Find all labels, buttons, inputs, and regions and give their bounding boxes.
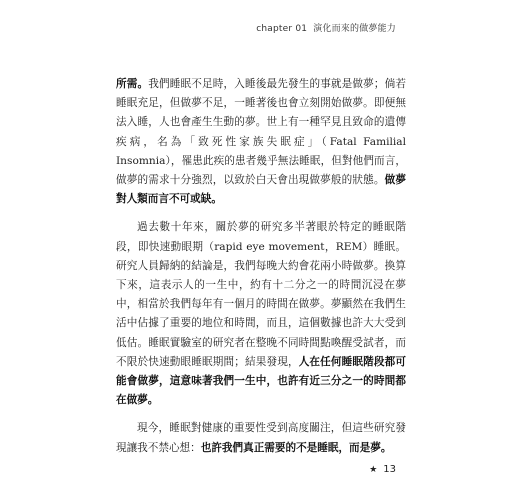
text-segment: 現今，睡眠對健康的重要性受到高度關注，但這些研究發現讓我不禁心想： <box>116 422 406 454</box>
page-footer <box>369 464 396 475</box>
text-segment: 過去數十年來，關於夢的研究多半著眼於特定的睡眠階段，即快速動眼期（rapid eye movement，REM）睡眠。研究人員歸納的結論是，我們每晚大約會花兩小時做夢。換算下來，這表示人的一生中，約有十二分之一的時間沉浸在夢中，相當於我們每年有一個月的時間在做夢。夢顯然在我們生活中佔據了重要的地位和時間，而且，這個數據也許大大受到低估。睡眠實驗室的研究者在整晚不同時間點喚醒受試者，而不限於快速動眼睡眠期間；結果發現， <box>116 221 406 368</box>
emphasis-segment: 也許我們真正需要的不是睡眠，而是夢。 <box>200 441 392 454</box>
text-segment: 所需。 <box>116 78 149 90</box>
emphasis-segment: 人在任何睡眠階段都可能會做夢，這意味著我們一生中，也許有近三分之一的時間都在做夢。 <box>116 355 406 407</box>
paragraph-1 <box>116 75 406 209</box>
paragraph-3 <box>116 419 406 457</box>
text-segment: 我們睡眠不足時，入睡後最先發生的事就是做夢；倘若睡眠充足，但做夢不足，一睡著後也會立刻開始做夢。即便無法入睡，人也會產生生動的夢。世上有一種罕見且致命的遺傳疾病，名為「致死性家族失眠症」（Fatal Familial Insomnia），罹患此疾的患者幾乎無法睡眠，但對他們而言，做夢的需求十分強烈，以致於白天會出現做夢般的狀態。 <box>116 78 407 187</box>
emphasis-segment: 做夢對人類而言不可或缺。 <box>116 174 407 206</box>
paragraph-2 <box>116 218 406 410</box>
chapter-title: 演化而來的做夢能力 <box>313 24 396 34</box>
chapter-label: chapter 01 <box>256 24 308 34</box>
page-number: 13 <box>383 464 396 475</box>
body-text <box>116 75 406 458</box>
star-icon: ★ <box>369 465 378 475</box>
running-header <box>256 21 396 34</box>
